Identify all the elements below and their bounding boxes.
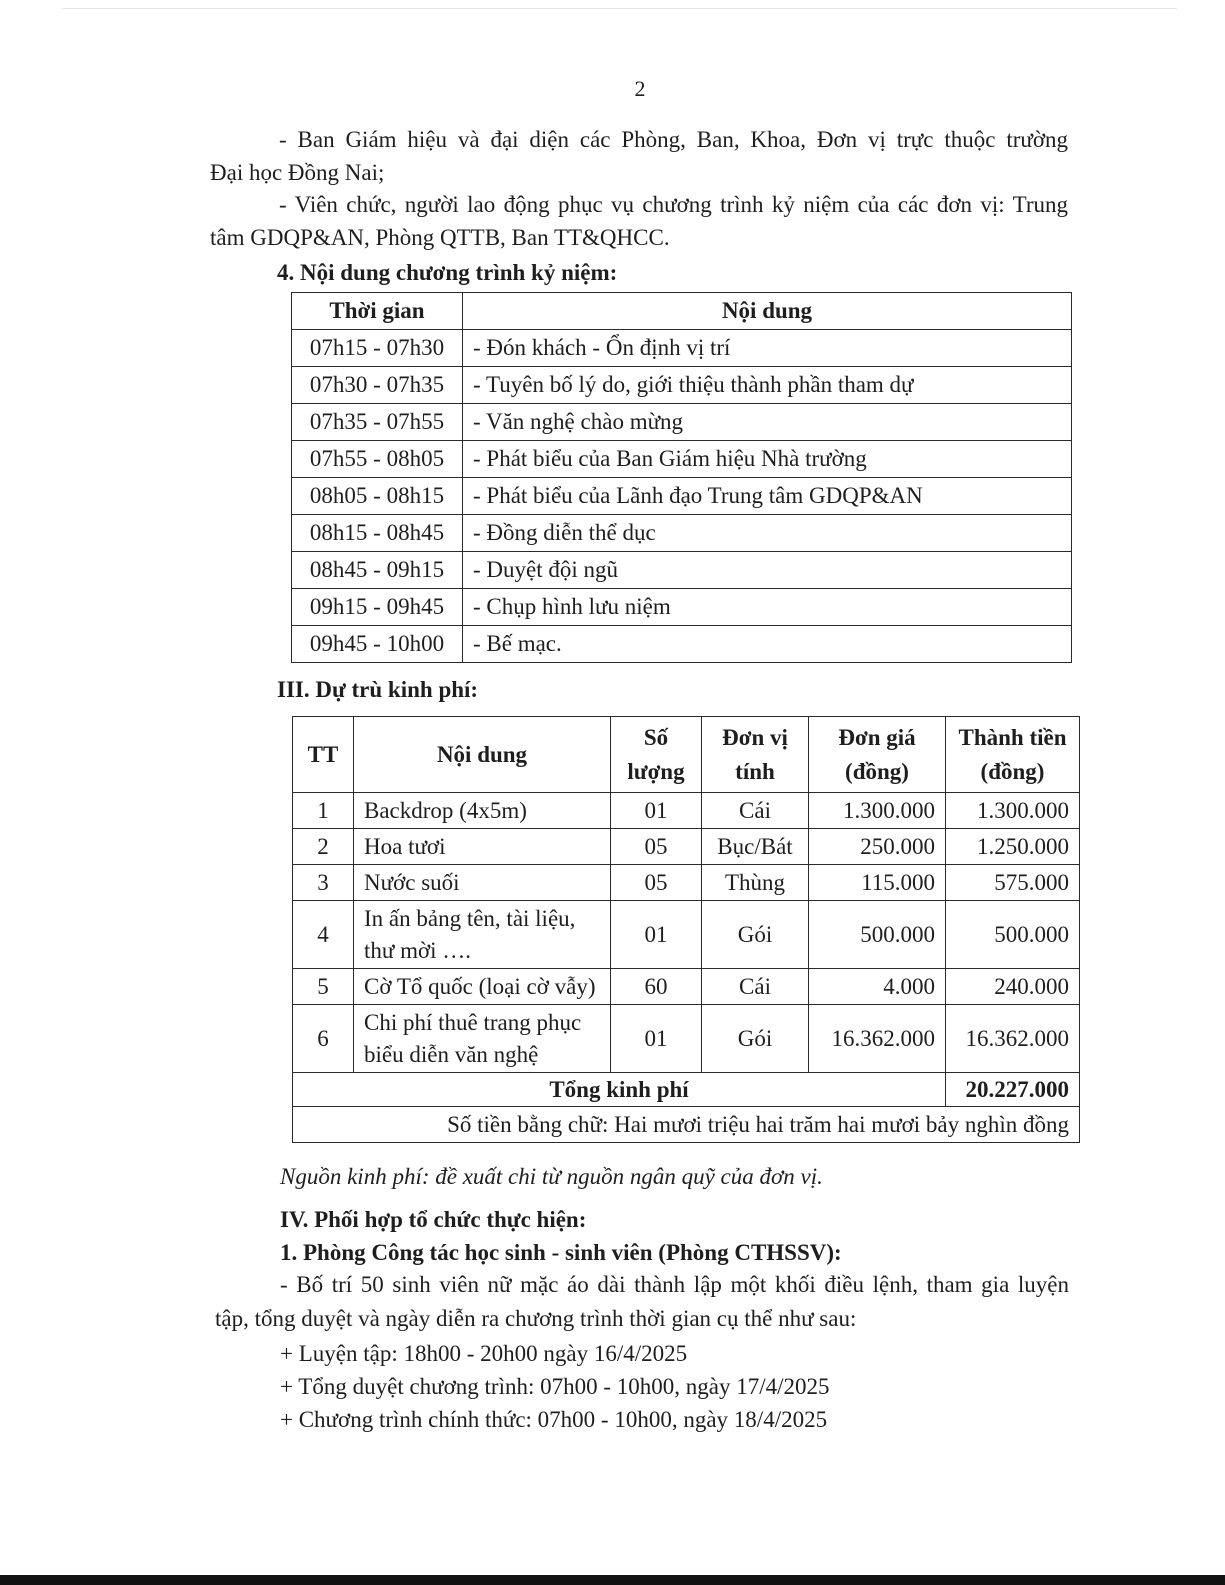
- budget-price: 16.362.000: [809, 1005, 946, 1073]
- budget-amount: 1.300.000: [946, 793, 1080, 829]
- page-number: 2: [634, 76, 646, 101]
- table-row: [292, 589, 1072, 626]
- schedule-content: - Chụp hình lưu niệm: [463, 589, 1072, 626]
- budget-price: 4.000: [809, 969, 946, 1005]
- table-row: [292, 330, 1072, 367]
- schedule-time: 07h55 - 08h05: [292, 441, 463, 478]
- table-row: [292, 404, 1072, 441]
- body-line-2: tập, tổng duyệt và ngày diễn ra chương trình thời gian cụ thể như sau:: [215, 1306, 857, 1331]
- budget-header-tt: TT: [293, 717, 354, 793]
- budget-content: [354, 1005, 611, 1073]
- table-row: [293, 865, 1080, 901]
- budget-header-row: [293, 717, 1080, 793]
- budget-content: Backdrop (4x5m): [354, 793, 611, 829]
- budget-content: Nước suối: [354, 865, 611, 901]
- funding-note: Nguồn kinh phí: đề xuất chi từ nguồn ngân quỹ của đơn vị.: [280, 1164, 823, 1189]
- schedule-header-time: Thời gian: [292, 293, 463, 330]
- budget-header-content: Nội dung: [354, 717, 611, 793]
- content-line: Chi phí thuê trang phục: [364, 1009, 582, 1035]
- schedule-content: - Tuyên bố lý do, giới thiệu thành phần tham dự: [463, 367, 1072, 404]
- content-line: biểu diễn văn nghệ: [364, 1041, 539, 1067]
- section-iii-title: III. Dự trù kinh phí:: [277, 677, 479, 702]
- budget-tt: 1: [293, 793, 354, 829]
- schedule-content: - Văn nghệ chào mừng: [463, 404, 1072, 441]
- budget-price: 115.000: [809, 865, 946, 901]
- schedule-time: 07h30 - 07h35: [292, 367, 463, 404]
- subsection-1-title: 1. Phòng Công tác học sinh - sinh viên (Phòng CTHSSV):: [280, 1240, 842, 1265]
- budget-total-label: Tổng kinh phí: [293, 1073, 946, 1107]
- table-row: [292, 441, 1072, 478]
- budget-qty: 01: [611, 793, 702, 829]
- budget-amount: 240.000: [946, 969, 1080, 1005]
- budget-header-unit: [702, 717, 809, 793]
- table-row: [292, 626, 1072, 663]
- schedule-header-content: Nội dung: [463, 293, 1072, 330]
- header-line: Số: [643, 724, 669, 750]
- budget-price: 500.000: [809, 901, 946, 969]
- budget-header-qty: [611, 717, 702, 793]
- budget-tt: 3: [293, 865, 354, 901]
- budget-amount: 575.000: [946, 865, 1080, 901]
- body-line-5: + Chương trình chính thức: 07h00 - 10h00, ngày 18/4/2025: [280, 1407, 828, 1432]
- body-line-1: - Bố trí 50 sinh viên nữ mặc áo dài thành lập một khối điều lệnh, tham gia luyện: [280, 1272, 1069, 1297]
- budget-qty: 05: [611, 865, 702, 901]
- schedule-time: 07h35 - 07h55: [292, 404, 463, 441]
- body-line-4: + Tổng duyệt chương trình: 07h00 - 10h00, ngày 17/4/2025: [280, 1374, 830, 1399]
- table-row: [293, 969, 1080, 1005]
- header-line: tính: [735, 758, 775, 784]
- budget-qty: 60: [611, 969, 702, 1005]
- budget-tt: 4: [293, 901, 354, 969]
- scan-top-border: [62, 8, 1177, 9]
- table-row: [293, 793, 1080, 829]
- table-row: [293, 1005, 1080, 1073]
- table-row: [293, 829, 1080, 865]
- schedule-content: - Đón khách - Ổn định vị trí: [463, 330, 1072, 367]
- budget-tt: 6: [293, 1005, 354, 1073]
- budget-unit: Thùng: [702, 865, 809, 901]
- schedule-table: [291, 292, 1072, 663]
- header-line: Thành tiền: [958, 724, 1067, 750]
- budget-qty: 01: [611, 901, 702, 969]
- budget-total-value: 20.227.000: [946, 1073, 1080, 1107]
- budget-amount: 500.000: [946, 901, 1080, 969]
- section-4-title: 4. Nội dung chương trình kỷ niệm:: [277, 260, 618, 285]
- intro-line-2: Đại học Đồng Nai;: [210, 160, 385, 185]
- budget-price: 1.300.000: [809, 793, 946, 829]
- budget-amount: 1.250.000: [946, 829, 1080, 865]
- section-iv-title: IV. Phối hợp tổ chức thực hiện:: [280, 1207, 587, 1232]
- table-row: [293, 901, 1080, 969]
- budget-qty: 01: [611, 1005, 702, 1073]
- schedule-time: 09h15 - 09h45: [292, 589, 463, 626]
- budget-amount: 16.362.000: [946, 1005, 1080, 1073]
- header-line: (đồng): [845, 758, 909, 784]
- schedule-content: - Phát biểu của Ban Giám hiệu Nhà trường: [463, 441, 1072, 478]
- schedule-content: - Phát biểu của Lãnh đạo Trung tâm GDQP&AN: [463, 478, 1072, 515]
- budget-unit: Gói: [702, 901, 809, 969]
- content-line: In ấn bảng tên, tài liệu,: [364, 905, 576, 931]
- header-line: lượng: [627, 758, 685, 784]
- header-line: Đơn giá: [838, 724, 916, 750]
- table-row: [292, 367, 1072, 404]
- body-line-3: + Luyện tập: 18h00 - 20h00 ngày 16/4/2025: [280, 1341, 688, 1366]
- schedule-time: 07h15 - 07h30: [292, 330, 463, 367]
- budget-qty: 05: [611, 829, 702, 865]
- table-row: [292, 478, 1072, 515]
- budget-price: 250.000: [809, 829, 946, 865]
- budget-tt: 2: [293, 829, 354, 865]
- schedule-header-row: [292, 293, 1072, 330]
- budget-unit: Cái: [702, 969, 809, 1005]
- schedule-time: 08h45 - 09h15: [292, 552, 463, 589]
- budget-table: [292, 716, 1080, 1143]
- budget-total-row: [293, 1073, 1080, 1107]
- schedule-content: - Duyệt đội ngũ: [463, 552, 1072, 589]
- intro-line-4: tâm GDQP&AN, Phòng QTTB, Ban TT&QHCC.: [210, 225, 670, 250]
- intro-line-3: - Viên chức, người lao động phục vụ chương trình kỷ niệm của các đơn vị: Trung: [279, 192, 1068, 217]
- budget-tt: 5: [293, 969, 354, 1005]
- budget-header-price: [809, 717, 946, 793]
- schedule-time: 08h15 - 08h45: [292, 515, 463, 552]
- budget-content: [354, 901, 611, 969]
- budget-words-row: [293, 1107, 1080, 1143]
- scan-bottom-border: [0, 1575, 1225, 1585]
- budget-content: Cờ Tổ quốc (loại cờ vẫy): [354, 969, 611, 1005]
- budget-amount-in-words: Số tiền bằng chữ: Hai mươi triệu hai trăm hai mươi bảy nghìn đồng: [293, 1107, 1080, 1143]
- schedule-time: 09h45 - 10h00: [292, 626, 463, 663]
- budget-header-amount: [946, 717, 1080, 793]
- budget-unit: Bục/Bát: [702, 829, 809, 865]
- table-row: [292, 552, 1072, 589]
- header-line: (đồng): [980, 758, 1045, 784]
- schedule-time: 08h05 - 08h15: [292, 478, 463, 515]
- budget-content: Hoa tươi: [354, 829, 611, 865]
- schedule-content: - Đồng diễn thể dục: [463, 515, 1072, 552]
- budget-unit: Gói: [702, 1005, 809, 1073]
- table-row: [292, 515, 1072, 552]
- intro-line-1: - Ban Giám hiệu và đại diện các Phòng, Ban, Khoa, Đơn vị trực thuộc trường: [279, 127, 1068, 152]
- content-line: thư mời ….: [364, 937, 472, 963]
- budget-unit: Cái: [702, 793, 809, 829]
- schedule-content: - Bế mạc.: [463, 626, 1072, 663]
- header-line: Đơn vị: [722, 724, 788, 750]
